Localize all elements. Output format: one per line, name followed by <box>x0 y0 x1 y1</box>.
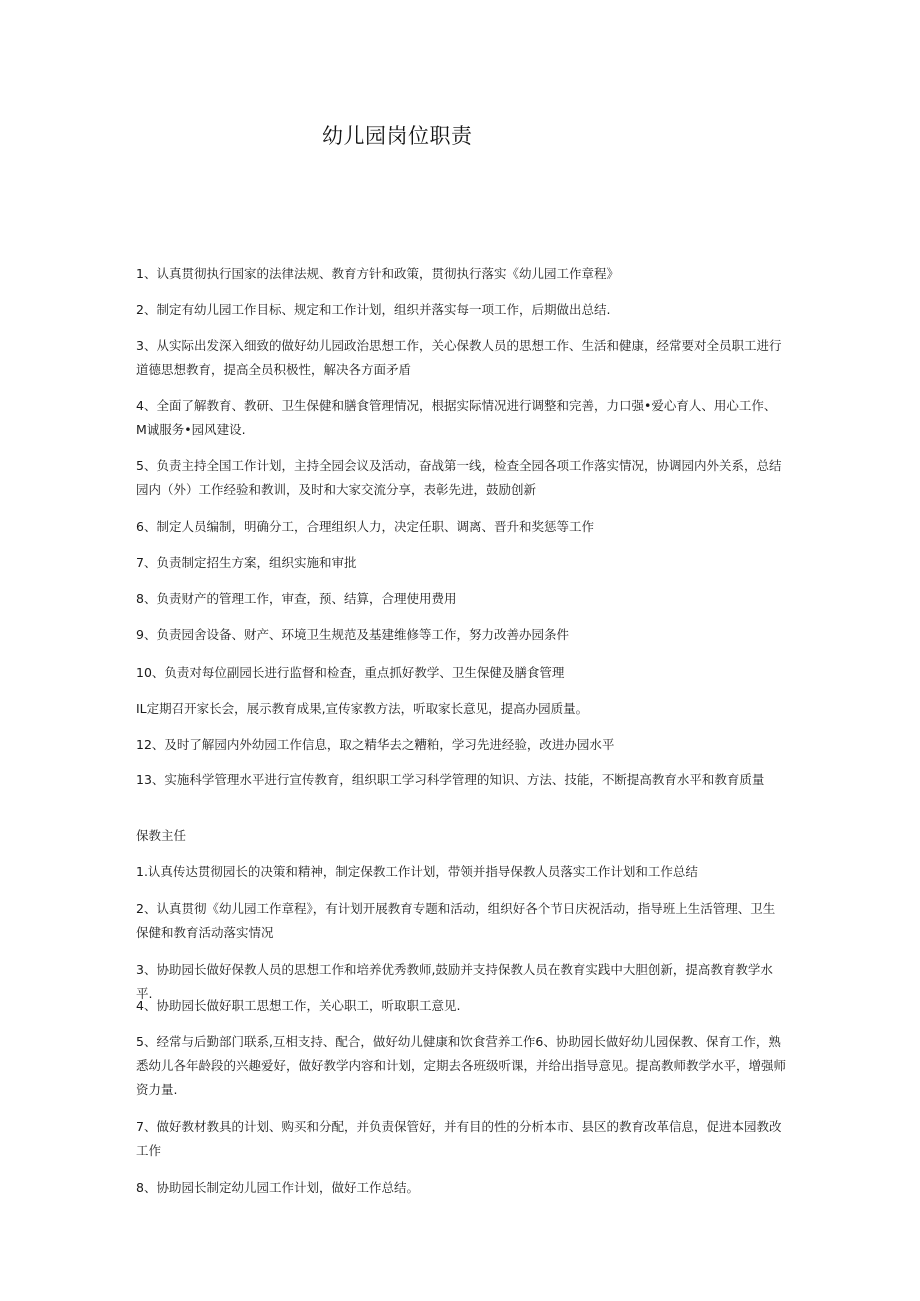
duty-item: 5、负责主持全国工作计划，主持全园会议及活动，奋战第一线，检查全园各项工作落实情况，协调园内外关系，总结园内（外）工作经验和教训，及时和大家交流分享，表彰先进，鼓励创新 <box>136 458 782 497</box>
duty-item: 3、协助园长做好保教人员的思想工作和培养优秀教师,鼓励并支持保教人员在教育实践中大胆创新，提高教育教学水平. <box>136 962 773 1001</box>
duty-item: 1.认真传达贯彻园长的决策和精神，制定保教工作计划，带领并指导保教人员落实工作计划和工作总结 <box>136 864 698 879</box>
duty-item: 2、认真贯彻《幼儿园工作章程》，有计划开展教育专题和活动，组织好各个节日庆祝活动，指导班上生活管理、卫生保健和教育活动落实情况 <box>136 901 776 940</box>
duty-item: 3、从实际出发深入细致的做好幼儿园政治思想工作，关心保教人员的思想工作、生活和健康，经常要对全员职工进行道德思想教育，提高全员积极性，解决各方面矛盾 <box>136 338 782 377</box>
document-title: 幼儿园岗位职责 <box>322 124 473 148</box>
section-heading: 保教主任 <box>136 828 187 843</box>
duty-item: IL定期召开家长会，展示教育成果,宣传家教方法，听取家长意见，提高办园质量。 <box>136 701 589 716</box>
duty-item: 2、制定有幼儿园工作目标、规定和工作计划，组织并落实每一项工作，后期做出总结. <box>136 302 611 317</box>
duty-item: 1、认真贯彻执行国家的法律法规、教育方针和政策，贯彻执行落实《幼儿园工作章程》 <box>136 266 619 281</box>
duty-item: 5、经常与后勤部门联系,互相支持、配合，做好幼儿健康和饮食营养工作6、协助园长做好幼儿园保教、保育工作，熟悉幼儿各年龄段的兴趣爱好，做好教学内容和计划，定期去各班级听课，并给出指导意见。提高教师教学水平，增强师资力量. <box>136 1034 787 1097</box>
duty-item: 6、制定人员编制，明确分工，合理组织人力，决定任职、调离、晋升和奖惩等工作 <box>136 519 594 534</box>
duty-item: 7、负责制定招生方案，组织实施和审批 <box>136 555 357 570</box>
duty-item: 9、负责园舍设备、财产、环境卫生规范及基建维修等工作，努力改善办园条件 <box>136 627 569 642</box>
duty-item: 4、协助园长做好职工思想工作，关心职工，听取职工意见. <box>136 998 461 1013</box>
duty-item: 4、全面了解教育、教研、卫生保健和膳食管理情况，根据实际情况进行调整和完善，力口强•爱心育人、用心工作、M诚服务•园风建设. <box>136 398 777 437</box>
duty-item: 13、实施科学管理水平进行宣传教育，组织职工学习科学管理的知识、方法、技能，不断提高教育水平和教育质量 <box>136 772 765 787</box>
duty-item: 7、做好教材教具的计划、购买和分配，并负责保管好，并有目的性的分析本市、县区的教育改革信息，促进本园教改工作 <box>136 1119 782 1158</box>
duty-item: 8、负责财产的管理工作，审查，预、结算，合理使用费用 <box>136 591 457 606</box>
duty-item: 10、负责对每位副园长进行监督和检査，重点抓好教学、卫生保健及膳食管理 <box>136 665 565 680</box>
duty-item: 8、协助园长制定幼儿园工作计划，做好工作总结。 <box>136 1180 419 1195</box>
duty-item: 12、及时了解园内外幼园工作信息，取之精华去之糟粕，学习先进经验，改进办园水平 <box>136 737 615 752</box>
